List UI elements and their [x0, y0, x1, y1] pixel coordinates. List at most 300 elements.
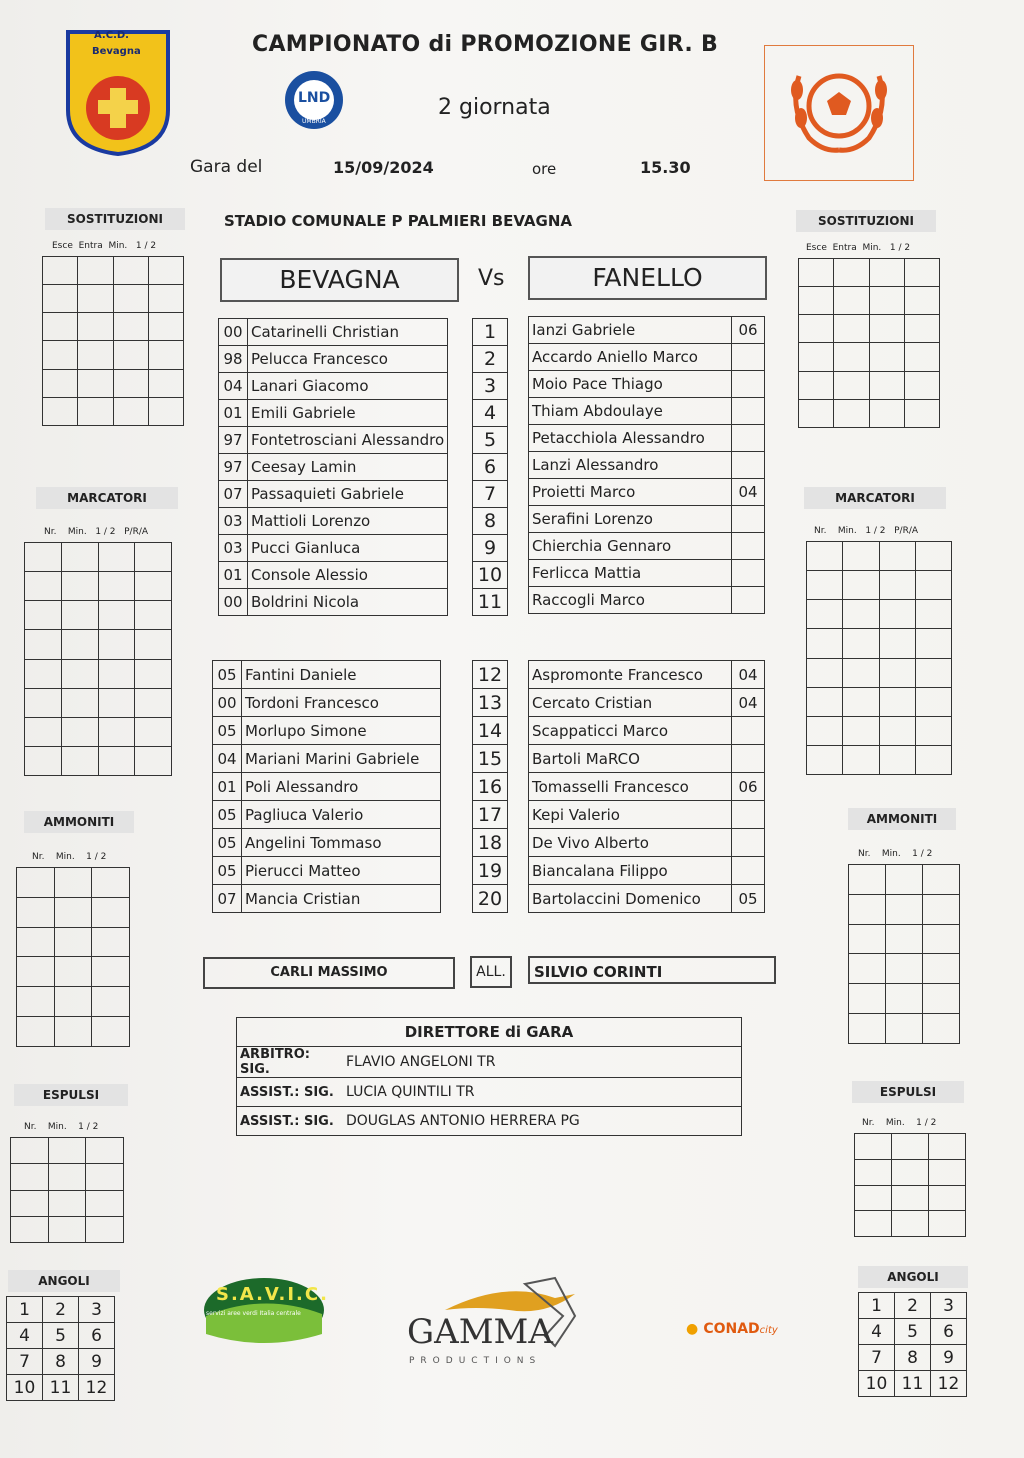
- shirt-number-row: [473, 589, 508, 616]
- corner-number[interactable]: 5: [895, 1319, 931, 1345]
- grid-row: [807, 629, 952, 658]
- match-time: 15.30: [640, 158, 691, 177]
- player-row: [219, 427, 448, 454]
- grid-cell[interactable]: [61, 746, 98, 775]
- shirt-number: 2: [473, 346, 508, 373]
- corner-number[interactable]: 12: [931, 1371, 967, 1397]
- grid-cell[interactable]: [834, 287, 869, 315]
- grid-cell[interactable]: [923, 924, 960, 954]
- corner-number[interactable]: 6: [931, 1319, 967, 1345]
- player-row: [219, 535, 448, 562]
- grid-cell[interactable]: [78, 257, 113, 285]
- player-row: [213, 857, 441, 885]
- home-red-cards-grid[interactable]: [10, 1137, 124, 1243]
- player-name: Scappaticci Marco: [529, 717, 732, 745]
- grid-cell[interactable]: [855, 1159, 892, 1185]
- shirt-number: 12: [473, 661, 508, 689]
- grid-cell[interactable]: [807, 687, 843, 716]
- grid-cell[interactable]: [113, 285, 148, 313]
- grid-cell[interactable]: [48, 1138, 86, 1164]
- grid-cell[interactable]: [48, 1164, 86, 1190]
- corner-number[interactable]: 10: [859, 1371, 895, 1397]
- grid-cell[interactable]: [78, 369, 113, 397]
- grid-row: [43, 257, 184, 285]
- grid-cell[interactable]: [43, 369, 78, 397]
- grid-cell[interactable]: [113, 313, 148, 341]
- shirt-number: 18: [473, 829, 508, 857]
- grid-cell[interactable]: [43, 257, 78, 285]
- grid-cell[interactable]: [807, 571, 843, 600]
- corners-row: [859, 1293, 967, 1319]
- player-year: 05: [213, 801, 242, 829]
- player-row: [219, 373, 448, 400]
- club-logo-line2: Bevagna: [92, 46, 141, 57]
- grid-cell[interactable]: [849, 865, 886, 895]
- grid-cell[interactable]: [54, 927, 92, 957]
- grid-cell[interactable]: [11, 1164, 49, 1190]
- grid-row: [25, 746, 172, 775]
- grid-cell[interactable]: [25, 717, 62, 746]
- grid-cell[interactable]: [78, 397, 113, 425]
- away-yellow-cards-grid[interactable]: [848, 864, 960, 1044]
- shirt-number: 16: [473, 773, 508, 801]
- stadium-name: STADIO COMUNALE P PALMIERI BEVAGNA: [224, 212, 573, 230]
- grid-cell[interactable]: [849, 924, 886, 954]
- away-starting-lineup: [528, 316, 765, 614]
- grid-cell[interactable]: [904, 315, 939, 343]
- player-year: [732, 533, 765, 560]
- grid-cell[interactable]: [892, 1159, 929, 1185]
- player-year: 01: [213, 773, 242, 801]
- grid-cell[interactable]: [43, 341, 78, 369]
- grid-cell[interactable]: [879, 716, 915, 745]
- player-name: Fontetrosciani Alessandro: [248, 427, 448, 454]
- grid-cell[interactable]: [78, 313, 113, 341]
- grid-cell[interactable]: [855, 1134, 892, 1160]
- grid-cell[interactable]: [135, 746, 172, 775]
- player-row: [529, 344, 765, 371]
- grid-cell[interactable]: [43, 285, 78, 313]
- player-row: [529, 717, 765, 745]
- grid-cell[interactable]: [17, 957, 55, 987]
- grid-cell[interactable]: [849, 954, 886, 984]
- grid-cell[interactable]: [11, 1190, 49, 1216]
- grid-cell[interactable]: [148, 285, 183, 313]
- grid-row: [43, 369, 184, 397]
- grid-cell[interactable]: [843, 571, 879, 600]
- grid-cell[interactable]: [886, 1014, 923, 1044]
- match-date-label: Gara del: [190, 157, 263, 177]
- grid-cell[interactable]: [54, 897, 92, 927]
- grid-cell[interactable]: [915, 600, 951, 629]
- grid-cell[interactable]: [915, 542, 951, 571]
- grid-cell[interactable]: [25, 630, 62, 659]
- grid-cell[interactable]: [923, 984, 960, 1014]
- player-year: 05: [213, 829, 242, 857]
- grid-row: [799, 371, 940, 399]
- shirt-number-row: [473, 454, 508, 481]
- grid-cell[interactable]: [98, 746, 135, 775]
- grid-cell[interactable]: [98, 659, 135, 688]
- grid-cell[interactable]: [834, 371, 869, 399]
- player-name: Accardo Aniello Marco: [529, 344, 732, 371]
- player-year: 04: [732, 479, 765, 506]
- grid-cell[interactable]: [135, 717, 172, 746]
- home-substitutions-columns: Esce Entra Min. 1 / 2: [52, 241, 157, 251]
- away-red-cards-columns: Nr. Min. 1 / 2: [862, 1118, 937, 1128]
- grid-cell[interactable]: [799, 399, 834, 427]
- corner-number[interactable]: 6: [79, 1323, 115, 1349]
- grid-cell[interactable]: [915, 571, 951, 600]
- grid-row: [807, 658, 952, 687]
- grid-cell[interactable]: [25, 543, 62, 572]
- corner-number[interactable]: 2: [895, 1293, 931, 1319]
- grid-cell[interactable]: [843, 716, 879, 745]
- grid-cell[interactable]: [43, 397, 78, 425]
- grid-cell[interactable]: [892, 1211, 929, 1237]
- grid-cell[interactable]: [148, 369, 183, 397]
- player-row: [219, 508, 448, 535]
- home-red-cards-columns: Nr. Min. 1 / 2: [24, 1122, 99, 1132]
- corner-number[interactable]: 11: [43, 1375, 79, 1401]
- club-logo-line1: A.C.D.: [94, 30, 129, 41]
- grid-cell[interactable]: [61, 572, 98, 601]
- corner-number[interactable]: 4: [7, 1323, 43, 1349]
- coach-label: ALL.: [470, 956, 512, 988]
- grid-cell[interactable]: [923, 954, 960, 984]
- home-starting-lineup: [218, 318, 448, 616]
- player-name: Tordoni Francesco: [242, 689, 441, 717]
- grid-cell[interactable]: [92, 987, 130, 1017]
- grid-cell[interactable]: [807, 745, 843, 774]
- versus-label: Vs: [478, 266, 505, 291]
- grid-cell[interactable]: [61, 717, 98, 746]
- grid-cell[interactable]: [849, 1014, 886, 1044]
- grid-cell[interactable]: [25, 601, 62, 630]
- away-yellow-cards-label: AMMONITI: [848, 808, 956, 830]
- grid-cell[interactable]: [879, 745, 915, 774]
- grid-cell[interactable]: [923, 1014, 960, 1044]
- grid-cell[interactable]: [855, 1211, 892, 1237]
- grid-cell[interactable]: [929, 1211, 966, 1237]
- referee-role: ASSIST.: SIG.: [237, 1078, 344, 1107]
- grid-cell[interactable]: [843, 745, 879, 774]
- grid-cell[interactable]: [886, 984, 923, 1014]
- player-row: [529, 533, 765, 560]
- player-row: [219, 346, 448, 373]
- grid-cell[interactable]: [843, 542, 879, 571]
- grid-cell[interactable]: [904, 343, 939, 371]
- grid-cell[interactable]: [807, 629, 843, 658]
- grid-cell[interactable]: [61, 601, 98, 630]
- grid-row: [849, 865, 960, 895]
- player-name: Thiam Abdoulaye: [529, 398, 732, 425]
- grid-cell[interactable]: [904, 399, 939, 427]
- grid-cell[interactable]: [915, 716, 951, 745]
- home-coach-name: CARLI MASSIMO: [203, 957, 455, 989]
- corner-number[interactable]: 9: [79, 1349, 115, 1375]
- grid-cell[interactable]: [892, 1134, 929, 1160]
- grid-cell[interactable]: [48, 1190, 86, 1216]
- grid-cell[interactable]: [98, 601, 135, 630]
- grid-cell[interactable]: [61, 543, 98, 572]
- grid-cell[interactable]: [92, 927, 130, 957]
- grid-cell[interactable]: [886, 924, 923, 954]
- grid-cell[interactable]: [807, 716, 843, 745]
- grid-cell[interactable]: [915, 745, 951, 774]
- grid-cell[interactable]: [135, 659, 172, 688]
- grid-cell[interactable]: [923, 894, 960, 924]
- grid-cell[interactable]: [929, 1134, 966, 1160]
- grid-cell[interactable]: [799, 259, 834, 287]
- player-row: [529, 398, 765, 425]
- grid-cell[interactable]: [98, 572, 135, 601]
- grid-cell[interactable]: [17, 927, 55, 957]
- grid-cell[interactable]: [929, 1159, 966, 1185]
- player-year: [732, 717, 765, 745]
- grid-cell[interactable]: [807, 542, 843, 571]
- grid-cell[interactable]: [834, 399, 869, 427]
- referee-name: FLAVIO ANGELONI TR: [343, 1047, 742, 1078]
- grid-cell[interactable]: [879, 571, 915, 600]
- grid-cell[interactable]: [92, 1017, 130, 1047]
- grid-cell[interactable]: [843, 658, 879, 687]
- grid-cell[interactable]: [17, 987, 55, 1017]
- grid-cell[interactable]: [879, 542, 915, 571]
- grid-cell[interactable]: [92, 957, 130, 987]
- grid-cell[interactable]: [886, 954, 923, 984]
- grid-cell[interactable]: [17, 897, 55, 927]
- player-row: [529, 371, 765, 398]
- grid-cell[interactable]: [799, 315, 834, 343]
- corner-number[interactable]: 11: [895, 1371, 931, 1397]
- grid-cell[interactable]: [54, 987, 92, 1017]
- grid-row: [17, 868, 130, 898]
- player-name: Moio Pace Thiago: [529, 371, 732, 398]
- corner-number[interactable]: 3: [931, 1293, 967, 1319]
- gamma-logo-sub: PRODUCTIONS: [409, 1356, 542, 1366]
- grid-cell[interactable]: [904, 371, 939, 399]
- corner-number[interactable]: 7: [859, 1345, 895, 1371]
- grid-cell[interactable]: [849, 894, 886, 924]
- grid-cell[interactable]: [17, 1017, 55, 1047]
- grid-cell[interactable]: [799, 287, 834, 315]
- grid-cell[interactable]: [869, 259, 904, 287]
- grid-cell[interactable]: [86, 1216, 124, 1242]
- grid-cell[interactable]: [879, 629, 915, 658]
- shirt-number: 19: [473, 857, 508, 885]
- grid-cell[interactable]: [86, 1138, 124, 1164]
- shirt-number: 20: [473, 885, 508, 913]
- grid-cell[interactable]: [135, 601, 172, 630]
- grid-cell[interactable]: [843, 629, 879, 658]
- away-substitutions-label: SOSTITUZIONI: [796, 210, 936, 232]
- grid-cell[interactable]: [25, 746, 62, 775]
- grid-cell[interactable]: [113, 397, 148, 425]
- grid-cell[interactable]: [148, 257, 183, 285]
- grid-row: [43, 341, 184, 369]
- corner-number[interactable]: 5: [43, 1323, 79, 1349]
- player-row: [213, 745, 441, 773]
- away-scorers-grid[interactable]: [806, 541, 952, 775]
- grid-cell[interactable]: [879, 658, 915, 687]
- corner-number[interactable]: 4: [859, 1319, 895, 1345]
- grid-row: [855, 1159, 966, 1185]
- grid-cell[interactable]: [25, 572, 62, 601]
- player-year: [732, 452, 765, 479]
- grid-cell[interactable]: [807, 600, 843, 629]
- grid-cell[interactable]: [86, 1164, 124, 1190]
- grid-cell[interactable]: [849, 984, 886, 1014]
- grid-cell[interactable]: [886, 865, 923, 895]
- grid-cell[interactable]: [843, 687, 879, 716]
- grid-cell[interactable]: [834, 343, 869, 371]
- grid-cell[interactable]: [799, 371, 834, 399]
- player-name: Boldrini Nicola: [248, 589, 448, 616]
- grid-row: [807, 600, 952, 629]
- grid-cell[interactable]: [879, 600, 915, 629]
- player-name: Cercato Cristian: [529, 689, 732, 717]
- corner-number[interactable]: 7: [7, 1349, 43, 1375]
- grid-cell[interactable]: [61, 688, 98, 717]
- grid-cell[interactable]: [915, 687, 951, 716]
- grid-cell[interactable]: [98, 630, 135, 659]
- corner-number[interactable]: 12: [79, 1375, 115, 1401]
- grid-cell[interactable]: [892, 1185, 929, 1211]
- grid-cell[interactable]: [148, 397, 183, 425]
- grid-cell[interactable]: [98, 688, 135, 717]
- referees-table: [236, 1017, 742, 1136]
- player-name: Chierchia Gennaro: [529, 533, 732, 560]
- away-substitutions-grid[interactable]: [798, 258, 940, 428]
- corner-number[interactable]: 1: [7, 1297, 43, 1323]
- grid-cell[interactable]: [98, 543, 135, 572]
- grid-cell[interactable]: [135, 688, 172, 717]
- grid-cell[interactable]: [54, 868, 92, 898]
- grid-cell[interactable]: [17, 868, 55, 898]
- player-name: Lanzi Alessandro: [529, 452, 732, 479]
- grid-cell[interactable]: [43, 313, 78, 341]
- player-year: [732, 506, 765, 533]
- shirt-number-row: [473, 829, 508, 857]
- grid-cell[interactable]: [807, 658, 843, 687]
- grid-row: [849, 1014, 960, 1044]
- grid-cell[interactable]: [86, 1190, 124, 1216]
- grid-cell[interactable]: [135, 630, 172, 659]
- grid-cell[interactable]: [135, 543, 172, 572]
- grid-cell[interactable]: [904, 259, 939, 287]
- corner-number[interactable]: 3: [79, 1297, 115, 1323]
- grid-cell[interactable]: [915, 629, 951, 658]
- away-red-cards-grid[interactable]: [854, 1133, 966, 1237]
- player-row: [529, 773, 765, 801]
- grid-cell[interactable]: [929, 1185, 966, 1211]
- grid-cell[interactable]: [113, 257, 148, 285]
- player-year: 07: [213, 885, 242, 913]
- grid-cell[interactable]: [869, 315, 904, 343]
- grid-cell[interactable]: [48, 1216, 86, 1242]
- shirt-number: 15: [473, 745, 508, 773]
- grid-cell[interactable]: [11, 1216, 49, 1242]
- grid-cell[interactable]: [869, 371, 904, 399]
- grid-row: [17, 957, 130, 987]
- grid-cell[interactable]: [834, 259, 869, 287]
- grid-cell[interactable]: [78, 285, 113, 313]
- player-year: 04: [219, 373, 248, 400]
- grid-cell[interactable]: [54, 1017, 92, 1047]
- grid-cell[interactable]: [923, 865, 960, 895]
- grid-cell[interactable]: [869, 343, 904, 371]
- corner-number[interactable]: 2: [43, 1297, 79, 1323]
- corner-number[interactable]: 8: [895, 1345, 931, 1371]
- home-substitutions-grid[interactable]: [42, 256, 184, 426]
- grid-row: [11, 1190, 124, 1216]
- grid-row: [17, 1017, 130, 1047]
- referee-row: [237, 1047, 742, 1078]
- grid-cell[interactable]: [54, 957, 92, 987]
- home-yellow-cards-columns: Nr. Min. 1 / 2: [32, 852, 107, 862]
- home-yellow-cards-grid[interactable]: [16, 867, 130, 1047]
- grid-cell[interactable]: [879, 687, 915, 716]
- player-year: 01: [219, 400, 248, 427]
- grid-cell[interactable]: [855, 1185, 892, 1211]
- grid-cell[interactable]: [834, 315, 869, 343]
- grid-cell[interactable]: [113, 341, 148, 369]
- referee-row: [237, 1078, 742, 1107]
- player-year: [732, 398, 765, 425]
- grid-cell[interactable]: [92, 897, 130, 927]
- corner-number[interactable]: 1: [859, 1293, 895, 1319]
- grid-cell[interactable]: [843, 600, 879, 629]
- grid-cell[interactable]: [148, 313, 183, 341]
- grid-cell[interactable]: [869, 399, 904, 427]
- player-name: Bartolaccini Domenico: [529, 885, 732, 913]
- grid-cell[interactable]: [148, 341, 183, 369]
- grid-cell[interactable]: [915, 658, 951, 687]
- player-name: Ianzi Gabriele: [529, 317, 732, 344]
- grid-cell[interactable]: [92, 868, 130, 898]
- grid-cell[interactable]: [25, 659, 62, 688]
- grid-row: [17, 987, 130, 1017]
- grid-cell[interactable]: [113, 369, 148, 397]
- grid-cell[interactable]: [61, 659, 98, 688]
- grid-cell[interactable]: [98, 717, 135, 746]
- corner-number[interactable]: 9: [931, 1345, 967, 1371]
- grid-cell[interactable]: [135, 572, 172, 601]
- grid-cell[interactable]: [78, 341, 113, 369]
- grid-cell[interactable]: [11, 1138, 49, 1164]
- corner-number[interactable]: 10: [7, 1375, 43, 1401]
- player-year: 97: [219, 427, 248, 454]
- home-scorers-grid[interactable]: [24, 542, 172, 776]
- player-name: Poli Alessandro: [242, 773, 441, 801]
- away-corners-grid[interactable]: [858, 1292, 967, 1397]
- grid-cell[interactable]: [904, 287, 939, 315]
- corner-number[interactable]: 8: [43, 1349, 79, 1375]
- shirt-number-row: [473, 717, 508, 745]
- grid-cell[interactable]: [61, 630, 98, 659]
- grid-cell[interactable]: [25, 688, 62, 717]
- home-corners-grid[interactable]: [6, 1296, 115, 1401]
- shirt-number: 7: [473, 481, 508, 508]
- player-name: Aspromonte Francesco: [529, 661, 732, 689]
- grid-cell[interactable]: [799, 343, 834, 371]
- lnd-logo: [278, 70, 350, 132]
- grid-cell[interactable]: [869, 287, 904, 315]
- grid-row: [17, 927, 130, 957]
- grid-cell[interactable]: [886, 894, 923, 924]
- player-row: [529, 506, 765, 533]
